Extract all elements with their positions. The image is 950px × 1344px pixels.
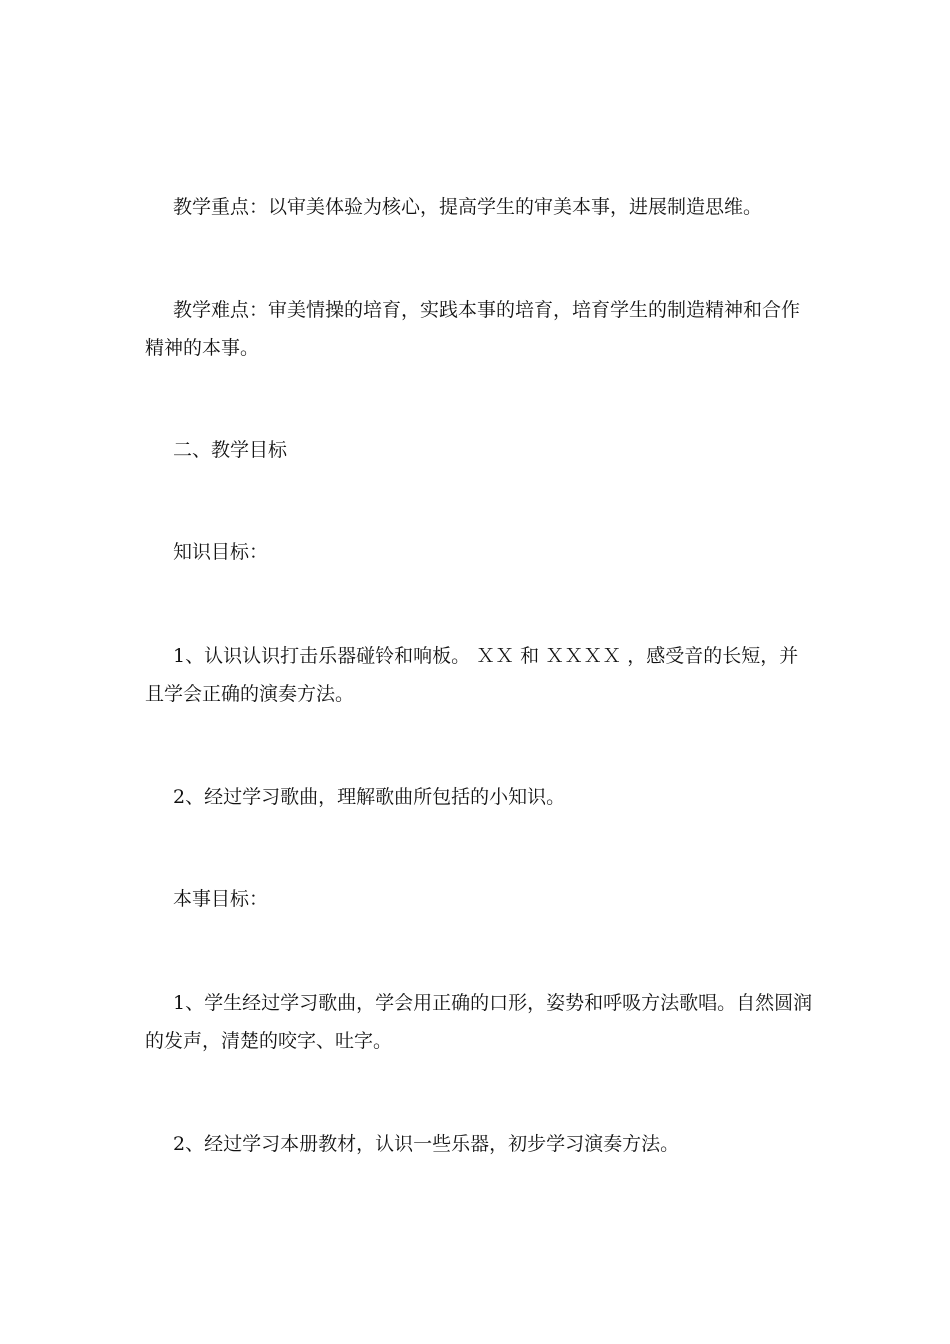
knowledge-goal-1: 1、认识认识打击乐器碰铃和响板。 ＸＸ 和 ＸＸＸＸ ，感受音的长短，并且学会正确的演奏方法。 bbox=[145, 645, 799, 705]
ability-goals-heading: 本事目标： bbox=[173, 888, 269, 910]
knowledge-goal-2: 2、经过学习歌曲，理解歌曲所包括的小知识。 bbox=[173, 786, 566, 808]
ability-goal-1: 1、学生经过学习歌曲，学会用正确的口形，姿势和呼吸方法歌唱。自然圆润的发声，清楚的咬字、吐字。 bbox=[145, 992, 813, 1052]
ability-goal-2: 2、经过学习本册教材，认识一些乐器，初步学习演奏方法。 bbox=[173, 1133, 680, 1155]
teaching-difficulties: 教学难点：审美情操的培育，实践本事的培育，培育学生的制造精神和合作精神的本事。 bbox=[145, 299, 801, 359]
knowledge-goals-heading: 知识目标： bbox=[173, 541, 269, 563]
teaching-key-points: 教学重点：以审美体验为核心，提高学生的审美本事，进展制造思维。 bbox=[173, 196, 763, 218]
section-heading-teaching-goals: 二、教学目标 bbox=[173, 439, 288, 461]
